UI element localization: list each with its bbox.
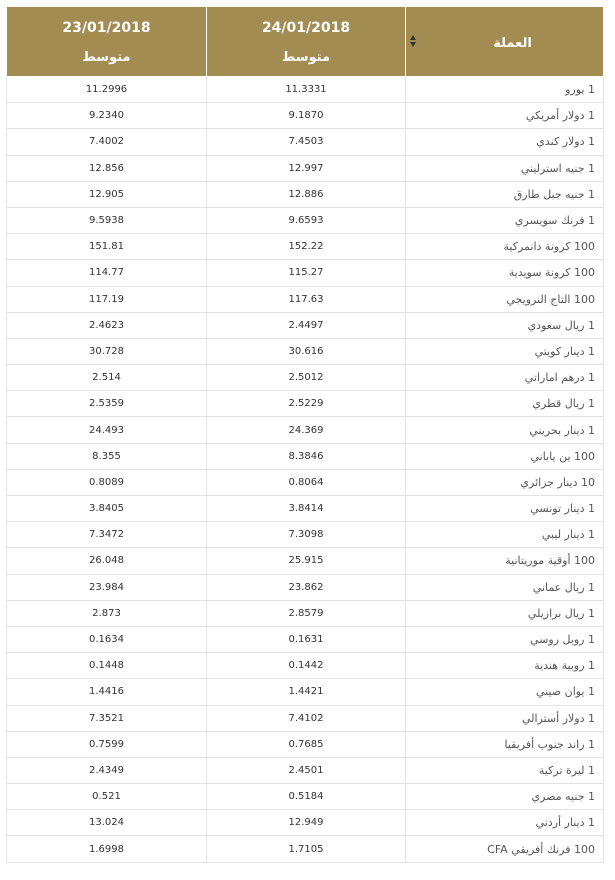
rate-cell-date-2: 12.905 bbox=[7, 181, 207, 207]
rate-cell-date-2: 24.493 bbox=[7, 417, 207, 443]
date-label: 23/01/2018 bbox=[62, 20, 151, 36]
table-row bbox=[7, 810, 604, 836]
currency-cell: 100 كرونة دانمركية bbox=[406, 234, 604, 260]
currency-cell: 100 فرنك أفريقي CFA bbox=[406, 836, 604, 862]
column-header-date-1 bbox=[207, 7, 406, 77]
currency-cell: 1 دولار أمريكي bbox=[406, 103, 604, 129]
rate-cell-date-2: 151.81 bbox=[7, 234, 207, 260]
rate-cell-date-1: 1.4421 bbox=[207, 679, 406, 705]
column-header-date-2 bbox=[7, 7, 207, 77]
rate-cell-date-2: 7.4002 bbox=[7, 129, 207, 155]
rate-cell-date-2: 0.521 bbox=[7, 784, 207, 810]
table-body bbox=[7, 77, 604, 863]
rate-cell-date-2: 23.984 bbox=[7, 574, 207, 600]
rate-cell-date-2: 26.048 bbox=[7, 548, 207, 574]
rate-cell-date-1: 24.369 bbox=[207, 417, 406, 443]
currency-cell: 1 دينار تونسي bbox=[406, 496, 604, 522]
table-row bbox=[7, 496, 604, 522]
rate-cell-date-2: 2.4349 bbox=[7, 757, 207, 783]
currency-cell: 1 دينار بحريني bbox=[406, 417, 604, 443]
table-row bbox=[7, 77, 604, 103]
rate-cell-date-2: 1.6998 bbox=[7, 836, 207, 862]
table-row bbox=[7, 574, 604, 600]
rate-cell-date-2: 9.2340 bbox=[7, 103, 207, 129]
rate-cell-date-1: 117.63 bbox=[207, 286, 406, 312]
rate-cell-date-2: 9.5938 bbox=[7, 207, 207, 233]
rate-cell-date-2: 0.7599 bbox=[7, 731, 207, 757]
currency-cell: 1 دولار كندي bbox=[406, 129, 604, 155]
currency-cell: 1 يورو bbox=[406, 77, 604, 103]
currency-cell: 1 راند جنوب أفريقيا bbox=[406, 731, 604, 757]
table-row bbox=[7, 417, 604, 443]
currency-cell: 100 كرونة سويدية bbox=[406, 260, 604, 286]
rate-cell-date-1: 30.616 bbox=[207, 338, 406, 364]
table-row bbox=[7, 600, 604, 626]
rate-cell-date-1: 9.1870 bbox=[207, 103, 406, 129]
table-row bbox=[7, 103, 604, 129]
table-row bbox=[7, 757, 604, 783]
currency-cell: 1 دينار كويتي bbox=[406, 338, 604, 364]
currency-cell: 1 درهم اماراتي bbox=[406, 365, 604, 391]
rate-cell-date-1: 9.6593 bbox=[207, 207, 406, 233]
table-row bbox=[7, 234, 604, 260]
header-row bbox=[7, 7, 604, 77]
rate-cell-date-2: 2.514 bbox=[7, 365, 207, 391]
rate-cell-date-1: 23.862 bbox=[207, 574, 406, 600]
table-row bbox=[7, 626, 604, 652]
table-row bbox=[7, 705, 604, 731]
rate-cell-date-1: 12.997 bbox=[207, 155, 406, 181]
rate-cell-date-1: 11.3331 bbox=[207, 77, 406, 103]
rate-cell-date-1: 12.949 bbox=[207, 810, 406, 836]
rate-cell-date-1: 152.22 bbox=[207, 234, 406, 260]
table-row bbox=[7, 679, 604, 705]
currency-cell: 1 ريال برازيلي bbox=[406, 600, 604, 626]
rate-cell-date-1: 3.8414 bbox=[207, 496, 406, 522]
rate-cell-date-1: 2.4501 bbox=[207, 757, 406, 783]
table-row bbox=[7, 338, 604, 364]
currency-cell: 1 يوان صيني bbox=[406, 679, 604, 705]
rate-cell-date-2: 114.77 bbox=[7, 260, 207, 286]
rate-cell-date-2: 7.3521 bbox=[7, 705, 207, 731]
column-header-currency[interactable] bbox=[406, 7, 604, 77]
rate-cell-date-1: 0.5184 bbox=[207, 784, 406, 810]
table-row bbox=[7, 391, 604, 417]
currency-cell: 1 ريال قطري bbox=[406, 391, 604, 417]
table-row bbox=[7, 784, 604, 810]
table-row bbox=[7, 522, 604, 548]
table-row bbox=[7, 443, 604, 469]
rate-cell-date-2: 13.024 bbox=[7, 810, 207, 836]
currency-cell: 100 التاج النرويجي bbox=[406, 286, 604, 312]
rate-cell-date-2: 1.4416 bbox=[7, 679, 207, 705]
currency-cell: 1 روبية هندية bbox=[406, 653, 604, 679]
rate-cell-date-2: 2.5359 bbox=[7, 391, 207, 417]
currency-cell: 1 ليرة تركية bbox=[406, 757, 604, 783]
currency-cell: 1 فرنك سويسري bbox=[406, 207, 604, 233]
rate-cell-date-2: 0.1448 bbox=[7, 653, 207, 679]
currency-cell: 1 جنيه استرليني bbox=[406, 155, 604, 181]
rate-cell-date-1: 0.1631 bbox=[207, 626, 406, 652]
rate-cell-date-1: 2.8579 bbox=[207, 600, 406, 626]
currency-cell: 1 جنيه جبل طارق bbox=[406, 181, 604, 207]
rate-cell-date-2: 12.856 bbox=[7, 155, 207, 181]
rate-cell-date-1: 2.5229 bbox=[207, 391, 406, 417]
table-row bbox=[7, 181, 604, 207]
table-row bbox=[7, 731, 604, 757]
exchange-rates-table bbox=[6, 6, 604, 863]
currency-cell: 1 ريال سعودي bbox=[406, 312, 604, 338]
rate-cell-date-2: 3.8405 bbox=[7, 496, 207, 522]
table-row bbox=[7, 129, 604, 155]
rate-cell-date-1: 2.4497 bbox=[207, 312, 406, 338]
currency-cell: 100 ين ياباني bbox=[406, 443, 604, 469]
currency-cell: 10 دينار جزائري bbox=[406, 469, 604, 495]
table-row bbox=[7, 260, 604, 286]
rate-cell-date-1: 0.1442 bbox=[207, 653, 406, 679]
rate-cell-date-1: 0.7685 bbox=[207, 731, 406, 757]
table-row bbox=[7, 365, 604, 391]
currency-cell: 1 روبل روسي bbox=[406, 626, 604, 652]
table-row bbox=[7, 207, 604, 233]
rate-cell-date-1: 25.915 bbox=[207, 548, 406, 574]
rate-cell-date-1: 7.3098 bbox=[207, 522, 406, 548]
currency-cell: 1 ريال عماني bbox=[406, 574, 604, 600]
table-row bbox=[7, 653, 604, 679]
currency-cell: 1 دولار أسترالي bbox=[406, 705, 604, 731]
average-label: متوسط bbox=[82, 50, 131, 65]
currency-label: العملة bbox=[493, 36, 532, 51]
table-row bbox=[7, 286, 604, 312]
currency-cell: 1 دينار أردني bbox=[406, 810, 604, 836]
date-label: 24/01/2018 bbox=[261, 20, 351, 36]
rate-cell-date-1: 2.5012 bbox=[207, 365, 406, 391]
table-header bbox=[7, 7, 604, 77]
rate-cell-date-2: 0.1634 bbox=[7, 626, 207, 652]
rate-cell-date-2: 8.355 bbox=[7, 443, 207, 469]
rate-cell-date-2: 117.19 bbox=[7, 286, 207, 312]
currency-cell: 1 جنيه مصري bbox=[406, 784, 604, 810]
sort-icon[interactable] bbox=[410, 35, 418, 47]
rate-cell-date-1: 115.27 bbox=[207, 260, 406, 286]
rate-cell-date-2: 0.8089 bbox=[7, 469, 207, 495]
table-row bbox=[7, 469, 604, 495]
table-row bbox=[7, 836, 604, 862]
rate-cell-date-1: 8.3846 bbox=[207, 443, 406, 469]
currency-cell: 1 دينار ليبي bbox=[406, 522, 604, 548]
rate-cell-date-2: 11.2996 bbox=[7, 77, 207, 103]
rate-cell-date-1: 12.886 bbox=[207, 181, 406, 207]
rate-cell-date-1: 7.4102 bbox=[207, 705, 406, 731]
rate-cell-date-2: 30.728 bbox=[7, 338, 207, 364]
table-row bbox=[7, 548, 604, 574]
rate-cell-date-2: 2.4623 bbox=[7, 312, 207, 338]
rate-cell-date-1: 0.8064 bbox=[207, 469, 406, 495]
rate-cell-date-1: 1.7105 bbox=[207, 836, 406, 862]
rate-cell-date-2: 7.3472 bbox=[7, 522, 207, 548]
average-label: متوسط bbox=[281, 50, 331, 65]
table-row bbox=[7, 312, 604, 338]
currency-cell: 100 أوقية موريتانية bbox=[406, 548, 604, 574]
rate-cell-date-1: 7.4503 bbox=[207, 129, 406, 155]
table-row bbox=[7, 155, 604, 181]
rate-cell-date-2: 2.873 bbox=[7, 600, 207, 626]
